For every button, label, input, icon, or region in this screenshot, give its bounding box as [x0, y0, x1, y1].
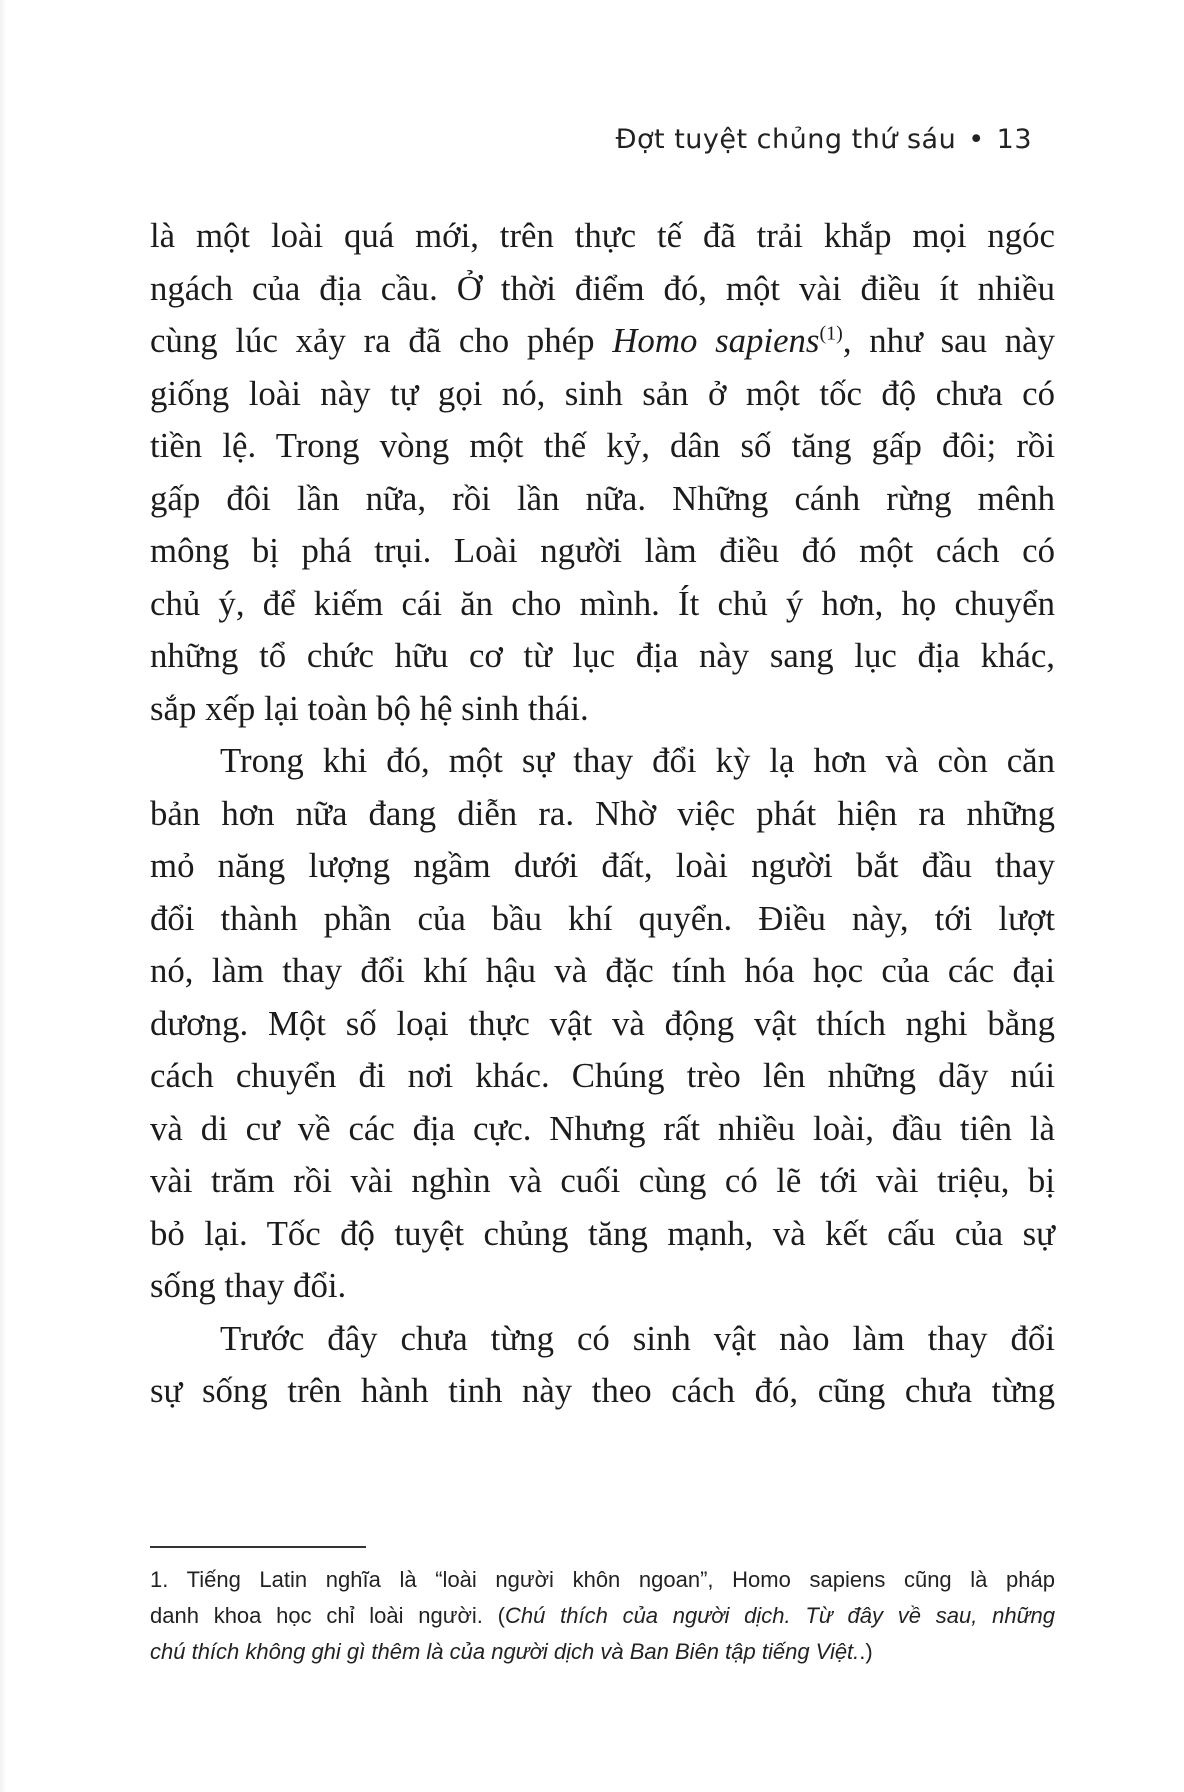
footnote-divider [150, 1546, 366, 1548]
text-line: chủ ý, để kiếm cái ăn cho mình. Ít chủ ý hơn, họ chuyển [150, 583, 1055, 623]
text-line: dương. Một số loại thực vật và động vật thích nghi bằng [150, 1003, 1055, 1043]
text-line: gấp đôi lần nữa, rồi lần nữa. Những cánh rừng mênh [150, 478, 1055, 518]
text-line: bỏ lại. Tốc độ tuyệt chủng tăng mạnh, và kết cấu của sự [150, 1213, 1055, 1253]
text-line: ngách của địa cầu. Ở thời điểm đó, một vài điều ít nhiều [150, 268, 1055, 308]
text-line: nó, làm thay đổi khí hậu và đặc tính hóa học của các đại [150, 951, 1055, 990]
text-line: mỏ năng lượng ngầm dưới đất, loài người bắt đầu thay [150, 846, 1055, 885]
running-title: Đợt tuyệt chủng thứ sáu [615, 124, 957, 155]
page-gutter-shadow [0, 0, 6, 1792]
italic-term: Homo sapiens [612, 321, 820, 360]
footnote [150, 1562, 1055, 1670]
text-line: vài trăm rồi vài nghìn và cuối cùng có lẽ tới vài triệu, bị [150, 1161, 1055, 1200]
footnote-line [150, 1598, 1055, 1634]
text-run: , như sau này [842, 321, 1055, 360]
text-line: giống loài này tự gọi nó, sinh sản ở một tốc độ chưa có [150, 373, 1055, 413]
text-line: những tổ chức hữu cơ từ lục địa này sang lục địa khác, [150, 636, 1055, 675]
text-line [150, 315, 1055, 368]
text-line: mông bị phá trụi. Loài người làm điều đó một cách có [150, 531, 1055, 570]
text-run: cùng lúc xảy ra đã cho phép [150, 321, 613, 360]
text-line: là một loài quá mới, trên thực tế đã trải khắp mọi ngóc [150, 216, 1055, 255]
footnote-text-run: .) [859, 1639, 873, 1664]
text-line: tiền lệ. Trong vòng một thế kỷ, dân số tăng gấp đôi; rồi [150, 426, 1055, 465]
text-line: sự sống trên hành tinh này theo cách đó, cũng chưa từng [150, 1371, 1055, 1410]
text-line: sống thay đổi. [150, 1266, 347, 1305]
header-separator: • [968, 124, 985, 155]
footnote-line [150, 1634, 1055, 1670]
page-number: 13 [996, 124, 1032, 155]
footnote-line: 1. Tiếng Latin nghĩa là “loài người khôn ngoan”, Homo sapiens cũng là pháp [150, 1567, 1055, 1592]
text-line: Trước đây chưa từng có sinh vật nào làm thay đổi [220, 1318, 1055, 1358]
text-line: Trong khi đó, một sự thay đổi kỳ lạ hơn và còn căn [220, 741, 1055, 780]
text-line: và di cư về các địa cực. Nhưng rất nhiều loài, đầu tiên là [150, 1108, 1055, 1148]
text-line: cách chuyển đi nơi khác. Chúng trèo lên những dãy núi [150, 1056, 1055, 1095]
running-header [616, 124, 1032, 155]
footnote-italic-run: chú thích không ghi gì thêm là của người dịch và Ban Biên tập tiếng Việt. [150, 1639, 860, 1664]
text-line: đổi thành phần của bầu khí quyển. Điều này, tới lượt [150, 898, 1055, 938]
text-line: sắp xếp lại toàn bộ hệ sinh thái. [150, 688, 589, 728]
body-text [150, 210, 1055, 1418]
footnote-reference: (1) [819, 322, 843, 345]
text-line: bản hơn nữa đang diễn ra. Nhờ việc phát hiện ra những [150, 793, 1055, 833]
footnote-italic-run: Chú thích của người dịch. Từ đây về sau, những [505, 1603, 1055, 1628]
footnote-text-run: danh khoa học chỉ loài người. ( [150, 1603, 505, 1628]
